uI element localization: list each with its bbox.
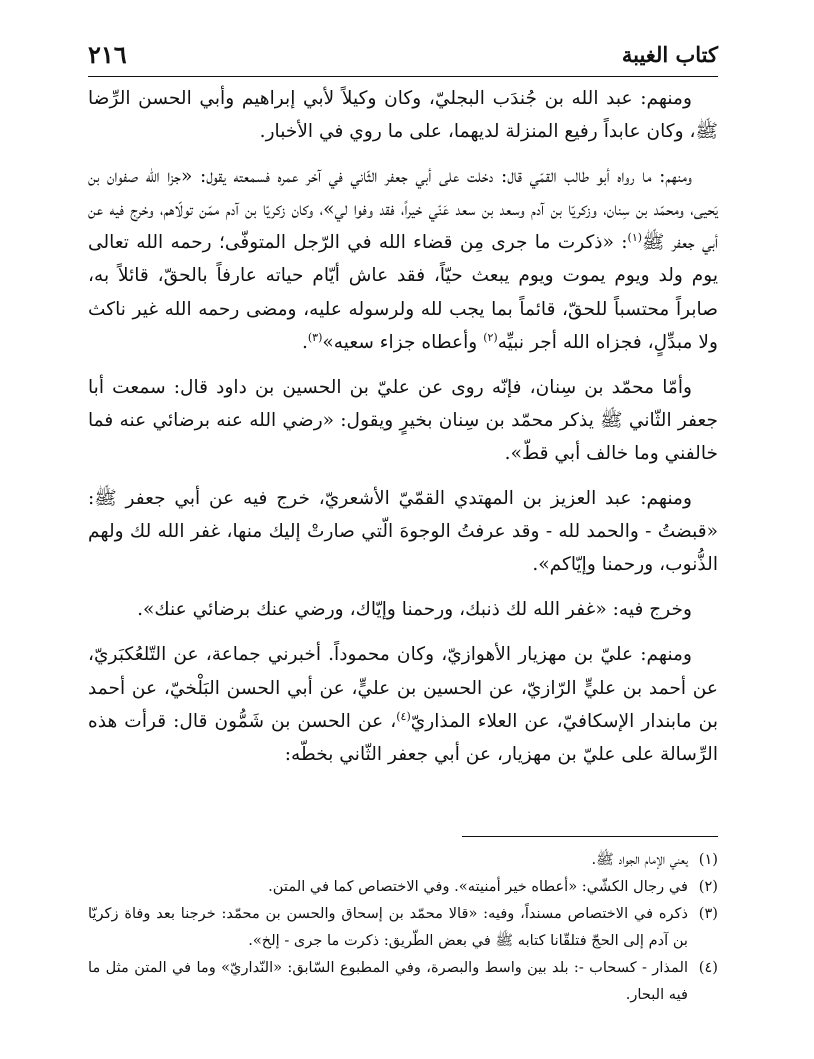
page-number: ٢١٦ bbox=[88, 40, 127, 69]
paragraph-text: : «ذكرت ما جرى مِن قضاء الله في الرّجل المتوفّى؛ رحمه الله تعالى يوم ولد ويوم يموت ويوم يبعث حيّاً، فقد عاش أيّام حياته عارفاً بالحقّ، قائلاً به، صابراً محتسباً للحقّ، قائماً بما يجب لله ولرسوله عليه، ومضى رحمه الله غير ناكث ولا مبدِّلٍ، فجزاه الله أجر نبيِّه bbox=[88, 232, 718, 353]
footnote-ref: (٤) bbox=[396, 709, 411, 723]
paragraph-zakariyya bbox=[88, 160, 718, 359]
footnote bbox=[88, 900, 718, 954]
footnote-number: (١) bbox=[698, 851, 718, 868]
footnote-text: يعني الإمام الجواد ﷺ. bbox=[591, 851, 688, 868]
running-header bbox=[88, 40, 718, 77]
footnote-separator bbox=[462, 836, 718, 837]
footnote-ref: (٣) bbox=[307, 330, 323, 344]
footnote-text: ذكره في الاختصاص مسنداً، وفيه: «قالا محمّد بن إسحاق والحسن بن محمّد: خرجنا بعد وفاة زكريّا بن آدم إلى الحجّ فتلقّانا كتابه ﷺ في بعض الطّريق: ذكرت ما جرى - إلخ». bbox=[88, 905, 688, 949]
paragraph-text: ومنهم: عبد الله بن جُندَب البجليّ، وكان وكيلاً لأبي إبراهيم وأبي الحسن الرِّضا ﷺ، وكان عابداً رفيع المنزلة لديهما، على ما روي في الأخبار. bbox=[88, 88, 718, 143]
footnote-text: المذار - كسحاب -: بلد بين واسط والبصرة، وفي المطبوع السّابق: «النّداريّ» وما في المتن مثل ما فيه البحار. bbox=[88, 959, 688, 1003]
footnote bbox=[88, 954, 718, 1008]
paragraph-text: وخرج فيه: «غفر الله لك ذنبك، ورحمنا وإيّاك، ورضي عنك برضائي عنك». bbox=[137, 599, 692, 621]
footnote-number: (٢) bbox=[698, 878, 718, 895]
paragraph-mahziyar bbox=[88, 638, 718, 770]
paragraph-kharaja bbox=[88, 593, 718, 626]
paragraph-text: . bbox=[301, 331, 308, 353]
main-text bbox=[88, 82, 718, 771]
paragraph-jundab bbox=[88, 82, 718, 148]
footnote bbox=[88, 873, 718, 900]
paragraph-text: ومنهم: عبد العزيز بن المهتدي القمّيّ الأشعريّ، خرج فيه عن أبي جعفر ﷺ: «قبضتُ - والحمد لله - وقد عرفتُ الوجوهَ الّتي صارتْ إليك منها، غفر الله لك ولهم الذُّنوب، ورحمنا وإيّاكم». bbox=[88, 488, 718, 576]
paragraph-text: ، عن الحسن بن شَمُّون قال: قرأت هذه الرِّسالة على عليّ بن مهزيار، عن أبي جعفر الثّاني بخطّه: bbox=[88, 710, 718, 765]
footnotes bbox=[88, 846, 718, 1008]
footnote-ref: (٢) bbox=[483, 330, 498, 344]
paragraph-text: ومنهم: عليّ بن مهزيار الأهوازيّ، وكان محموداً. أخبرني جماعة، عن التّلعُكبَريّ، عن أحمد بن عليٍّ الرّازيّ، عن الحسين بن عليٍّ، عن أبي الحسن البَلْخيّ، عن أحمد بن مابندار الإسكافيّ، عن العلاء المذاريّ bbox=[88, 644, 718, 732]
footnote-number: (٣) bbox=[698, 905, 718, 922]
footnote-ref: (١) bbox=[627, 231, 643, 245]
footnote bbox=[88, 846, 718, 873]
footnote-text: في رجال الكشّي: «أعطاه خير أمنيته». وفي الاختصاص كما في المتن. bbox=[268, 878, 688, 895]
paragraph-text: ومنهم: ما رواه أبو طالب القمّي قال: دخلت على أبي جعفر الثّاني في آخر عمره فسمعته يقول: «جزا الله صفوان بن يَحيى، ومحمّد بن سِنان، وزكريّا بن آدم وسعد بن سعد عَنّي خيراً، فقد وفوا لي»، وكان زكريّا بن آدم ممّن تولّاهم، وخرج فيه عن أبي جعفر ﷺ bbox=[88, 166, 719, 254]
paragraph-abdulaziz bbox=[88, 482, 718, 581]
book-title: كتاب الغيبة bbox=[621, 42, 718, 67]
paragraph-sinan bbox=[88, 371, 718, 470]
paragraph-text: وأمّا محمّد بن سِنان، فإنّه روى عن عليّ بن الحسين بن داود قال: سمعت أبا جعفر الثّاني ﷺ يذكر محمّد بن سِنان بخيرٍ ويقول: «رضي الله عنه برضائي عنه فما خالفني وما خالف أبي قطّ». bbox=[88, 376, 718, 464]
footnote-number: (٤) bbox=[698, 959, 718, 976]
paragraph-text: وأعطاه جزاء سعيه» bbox=[322, 331, 484, 353]
